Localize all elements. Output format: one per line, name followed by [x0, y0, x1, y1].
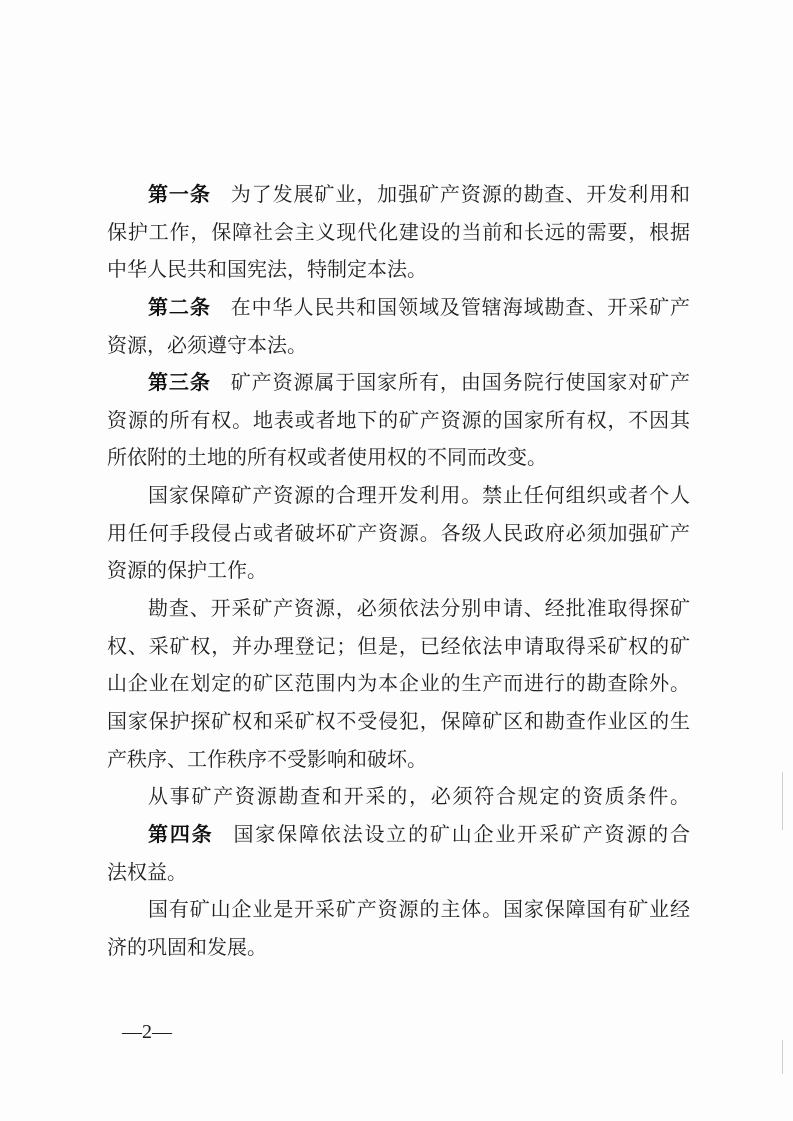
article-number: 第三条 [148, 370, 211, 395]
text-line [107, 439, 690, 477]
text-line [107, 515, 690, 553]
line-text: 为了发展矿业，加强矿产资源的勘查、开发利用和 [230, 182, 691, 206]
text-line [107, 816, 690, 854]
line-text: 所依附的土地的所有权或者使用权的不同而改变。 [107, 445, 547, 470]
line-text: 法权益。 [107, 859, 187, 884]
text-line [107, 929, 690, 967]
line-text: 产秩序、工作秩序不受影响和破坏。 [107, 746, 427, 771]
line-text: 保护工作，保障社会主义现代化建设的当前和长远的需要，根据 [107, 219, 691, 244]
line-text: 国家保障依法设立的矿山企业开采矿产资源的合 [233, 821, 692, 846]
body-text [107, 176, 690, 966]
text-line [107, 703, 690, 741]
text-line [107, 176, 690, 214]
article-number: 第二条 [148, 294, 211, 319]
article-number: 第四条 [148, 821, 214, 846]
page-number: —2— [122, 1021, 172, 1043]
text-line [107, 552, 690, 590]
text-line [107, 402, 690, 440]
paragraph [107, 891, 690, 966]
text-line [107, 327, 690, 365]
line-text: 国家保护探矿权和采矿权不受侵犯，保障矿区和勘查作业区的生 [107, 708, 691, 733]
line-text: 矿产资源属于国家所有，由国务院行使国家对矿产 [230, 370, 691, 395]
text-line [107, 364, 690, 402]
line-text: 在中华人民共和国领域及管辖海域勘查、开采矿产 [230, 294, 691, 319]
line-text: 勘查、开采矿产资源，必须依法分别申请、经批准取得探矿 [148, 596, 691, 621]
text-line [107, 251, 690, 289]
line-text: 从事矿产资源勘查和开采的，必须符合规定的资质条件。 [148, 784, 692, 809]
paragraph [107, 778, 690, 816]
text-line [107, 891, 690, 929]
line-text: 山企业在划定的矿区范围内为本企业的生产而进行的勘查除外。 [107, 671, 691, 696]
line-text: 资源的保护工作。 [107, 558, 267, 583]
text-line [107, 741, 690, 779]
paragraph [107, 477, 690, 590]
text-line [107, 778, 690, 816]
text-line [107, 477, 690, 515]
text-line [107, 854, 690, 892]
paragraph [107, 590, 690, 778]
line-text: 资源，必须遵守本法。 [107, 332, 307, 357]
line-text: 国家保障矿产资源的合理开发利用。禁止任何组织或者个人 [148, 483, 691, 508]
line-text: 中华人民共和国宪法，特制定本法。 [107, 257, 427, 282]
line-text: 济的巩固和发展。 [107, 934, 267, 959]
paragraph-article-3 [107, 364, 690, 477]
text-line [107, 628, 690, 666]
article-number: 第一条 [148, 182, 211, 206]
line-text: 用任何手段侵占或者破坏矿产资源。各级人民政府必须加强矿产 [107, 520, 691, 545]
text-line [107, 665, 690, 703]
scan-edge-mark [782, 1040, 783, 1074]
paragraph-article-4 [107, 816, 690, 891]
text-line [107, 289, 690, 327]
paragraph-article-2 [107, 289, 690, 364]
paragraph-article-1 [107, 176, 690, 289]
scan-edge-mark [782, 772, 783, 830]
text-line [107, 590, 690, 628]
line-text: 国有矿山企业是开采矿产资源的主体。国家保障国有矿业经 [148, 897, 691, 922]
line-text: 资源的所有权。地表或者地下的矿产资源的国家所有权，不因其 [107, 407, 691, 432]
text-line [107, 214, 690, 252]
line-text: 权、采矿权，并办理登记；但是，已经依法申请取得采矿权的矿 [107, 633, 691, 658]
